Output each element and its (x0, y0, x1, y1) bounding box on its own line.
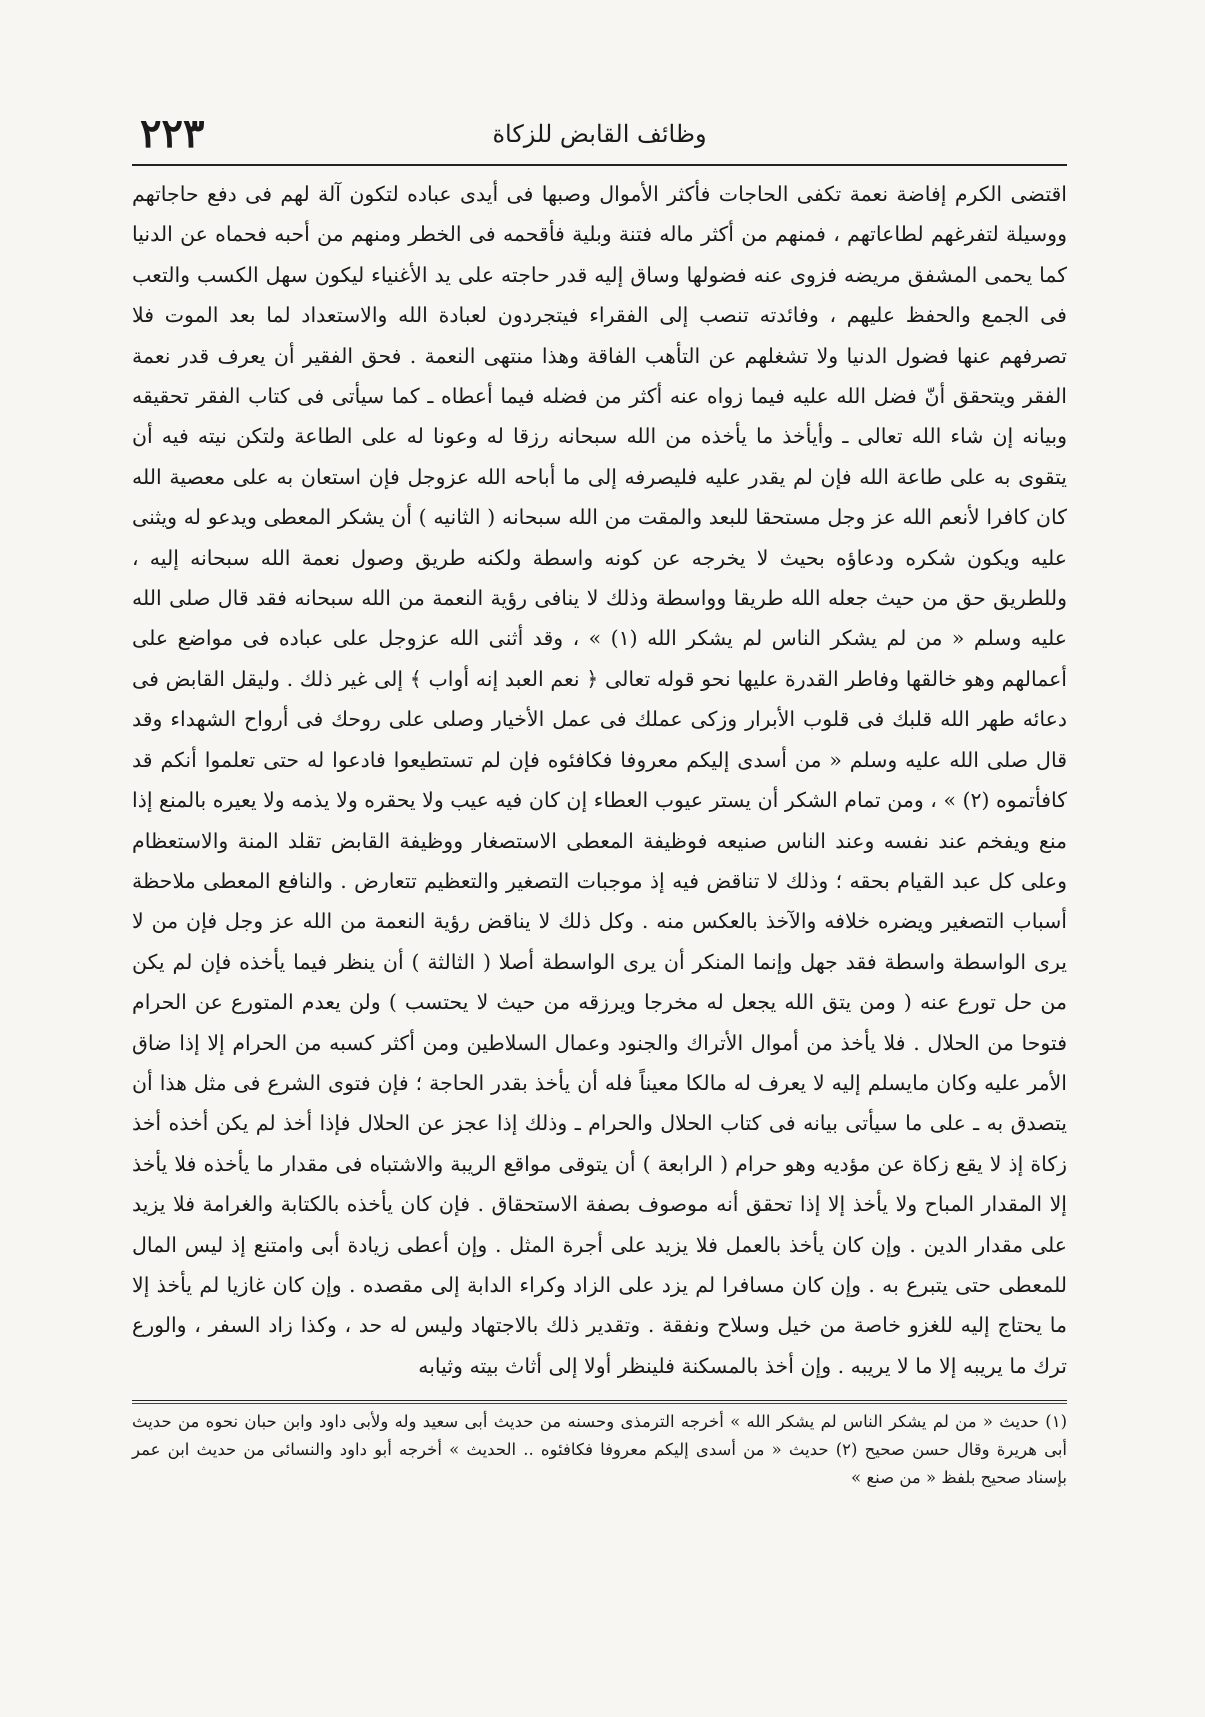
page-number: ٢٢٣ (140, 110, 205, 157)
running-title: وظائف القابض للزكاة (492, 120, 707, 148)
body-paragraph: اقتضى الكرم إفاضة نعمة تكفى الحاجات فأكثر الأموال وصبها فى أيدى عباده لتكون آلة لهم فى دفع حاجاتهم ووسيلة لتفرغهم لطاعاتهم ، فمنهم من أكثر ماله فتنة وبلية فأقحمه فى الخطر ومنهم من أحبه فحماه عن الدنيا كما يحمى المشفق مريضه فزوى عنه فضولها وساق إليه قدر حاجته على يد الأغنياء ليكون سهل الكسب والتعب فى الجمع والحفظ عليهم ، وفائدته تنصب إلى الفقراء فيتجردون لعبادة الله والاستعداد لما بعد الموت فلا تصرفهم عنها فضول الدنيا ولا تشغلهم عن التأهب الفاقة وهذا منتهى النعمة . فحق الفقير أن يعرف قدر نعمة الفقر ويتحقق أنّ فضل الله عليه فيما زواه عنه أكثر من فضله فيما أعطاه ـ كما سيأتى فى كتاب الفقر تحقيقه وبيانه إن شاء الله تعالى ـ وأيأخذ ما يأخذه من الله سبحانه رزقا له وعونا له على الطاعة ولتكن نيته فيه أن يتقوى به على طاعة الله فإن لم يقدر عليه فليصرفه إلى ما أباحه الله عزوجل فإن استعان به على معصية الله كان كافرا لأنعم الله عز وجل مستحقا للبعد والمقت من الله سبحانه ( الثانيه ) أن يشكر المعطى ويدعو له ويثنى عليه ويكون شكره ودعاؤه بحيث لا يخرجه عن كونه واسطة ولكنه طريق وصول نعمة الله سبحانه إليه ، وللطريق حق من حيث جعله الله طريقا وواسطة وذلك لا ينافى رؤية النعمة من الله سبحانه فقد قال صلى الله عليه وسلم « من لم يشكر الناس لم يشكر الله (١) » ، وقد أثنى الله عزوجل على عباده فى مواضع على أعمالهم وهو خالقها وفاطر القدرة عليها نحو قوله تعالى ﴿ نعم العبد إنه أواب ﴾ إلى غير ذلك . وليقل القابض فى دعائه طهر الله قلبك فى قلوب الأبرار وزكى عملك فى عمل الأخيار وصلى على روحك فى أرواح الشهداء وقد قال صلى الله عليه وسلم « من أسدى إليكم معروفا فكافئوه فإن لم تستطيعوا فادعوا له حتى تعلموا أنكم قد كافأتموه (٢) » ، ومن تمام الشكر أن يستر عيوب العطاء إن كان فيه عيب ولا يحقره ولا يذمه ولا يعيره بالمنع إذا منع ويفخم عند نفسه وعند الناس صنيعه فوظيفة المعطى الاستصغار ووظيفة القابض تقلد المنة والاستعظام وعلى كل عبد القيام بحقه ؛ وذلك لا تناقض فيه إذ موجبات التصغير والتعظيم تتعارض . والنافع المعطى ملاحظة أسباب التصغير ويضره خلافه والآخذ بالعكس منه . وكل ذلك لا يناقض رؤية النعمة من الله عز وجل فإن من لا يرى الواسطة واسطة فقد جهل وإنما المنكر أن يرى الواسطة أصلا ( الثالثة ) أن ينظر فيما يأخذه فإن لم يكن من حل تورع عنه ( ومن يتق الله يجعل له مخرجا ويرزقه من حيث لا يحتسب ) ولن يعدم المتورع عن الحرام فتوحا من الحلال . فلا يأخذ من أموال الأتراك والجنود وعمال السلاطين ومن أكثر كسبه من الحرام إلا إذا ضاق الأمر عليه وكان مايسلم إليه لا يعرف له مالكا معيناً فله أن يأخذ بقدر الحاجة ؛ فإن فتوى الشرع فى مثل هذا أن يتصدق به ـ على ما سيأتى بيانه فى كتاب الحلال والحرام ـ وذلك إذا عجز عن الحلال فإذا أخذ لم يكن أخذه أخذ زكاة إذ لا يقع زكاة عن مؤديه وهو حرام ( الرابعة ) أن يتوقى مواقع الريبة والاشتباه فى مقدار ما يأخذه فلا يأخذ إلا المقدار المباح ولا يأخذ إلا إذا تحقق أنه موصوف بصفة الاستحقاق . فإن كان يأخذه بالكتابة والغرامة فلا يزيد على مقدار الدين . وإن كان يأخذ بالعمل فلا يزيد على أجرة المثل . وإن أعطى زيادة أبى وامتنع إذ ليس المال للمعطى حتى يتبرع به . وإن كان مسافرا لم يزد على الزاد وكراء الدابة إلى مقصده . وإن كان غازيا لم يأخذ إلا ما يحتاج إليه للغزو خاصة من خيل وسلاح ونفقة . وتقدير ذلك بالاجتهاد وليس له حد ، وكذا زاد السفر ، والورع ترك ما يريبه إلا ما لا يريبه . وإن أخذ بالمسكنة فلينظر أولا إلى أثاث بيته وثيابه (132, 182, 1067, 1378)
footnotes (132, 1408, 1067, 1492)
page-header (132, 110, 1067, 166)
footnote-separator (132, 1400, 1067, 1404)
footnote-rule (132, 1403, 1067, 1404)
main-text (132, 174, 1067, 1386)
footnote-text: (١) حديث « من لم يشكر الناس لم يشكر الله » أخرجه الترمذى وحسنه من حديث أبى سعيد وله ولأبى داود وابن حبان نحوه من حديث أبى هريرة وقال حسن صحيح (٢) حديث « من أسدى إليكم معروفا فكافئوه .. الحديث » أخرجه أبو داود والنسائى من حديث ابن عمر بإسناد صحيح بلفظ « من صنع » (132, 1412, 1067, 1488)
